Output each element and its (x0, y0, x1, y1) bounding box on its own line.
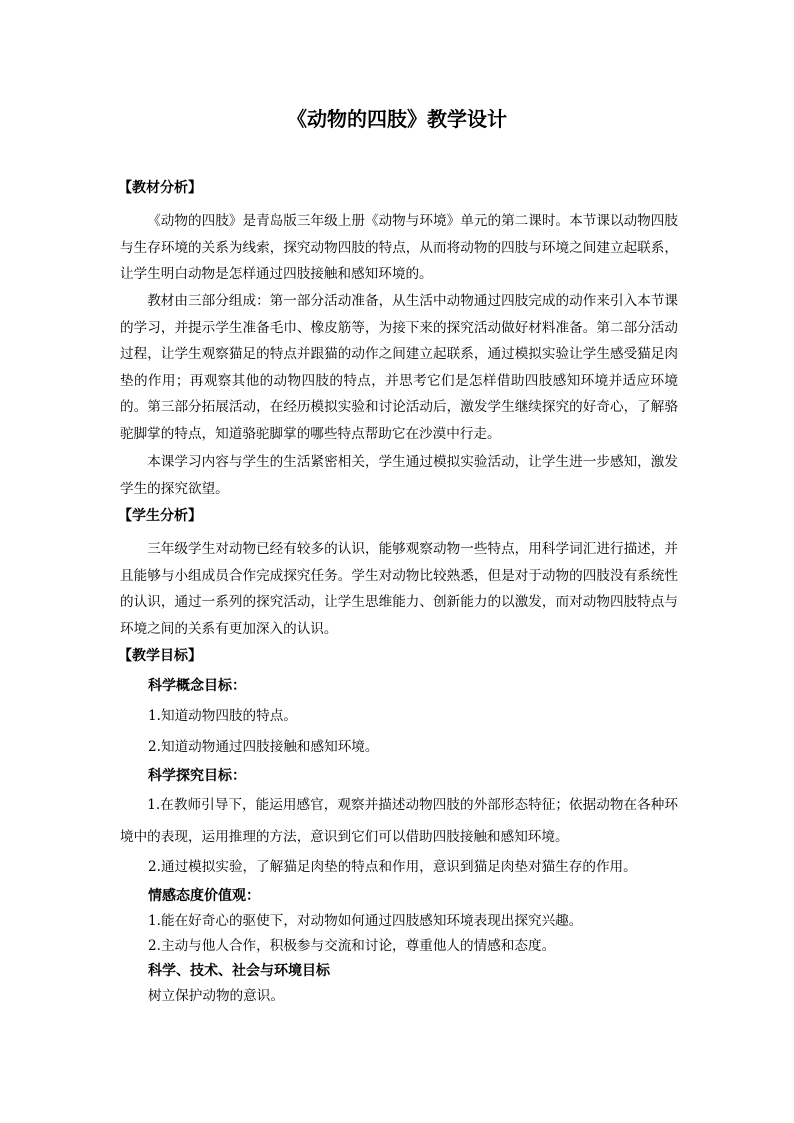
heading-material-analysis: 【教材分析】 (118, 180, 202, 196)
material-paragraph-2: 教材由三部分组成：第一部分活动准备，从生活中动物通过四肢完成的动作来引入本节课的学习，并提示学生准备毛巾、橡皮筋等，为接下来的探究活动做好材料准备。第二部分活动过程，让学生观察猫足的特点并跟猫的动作之间建立起联系，通过模拟实验让学生感受猫足肉垫的作用；再观察其他的动物四肢的特点，并思考它们是怎样借助四肢感知环境并适应环境的。第三部分拓展活动，在经历模拟实验和讨论活动后，激发学生继续探究的好奇心，了解骆驼脚掌的特点，知道骆驼脚掌的哪些特点帮助它在沙漠中行走。 (120, 293, 678, 442)
inquiry-goal-1: 1.在教师引导下，能运用感官，观察并描述动物四肢的外部形态特征；依据动物在各种环境中的表现，运用推理的方法，意识到它们可以借助四肢接触和感知环境。 (120, 797, 678, 845)
material-paragraph-3: 本课学习内容与学生的生活紧密相关，学生通过模拟实验活动，让学生进一步感知，激发学生的探究欲望。 (120, 454, 678, 497)
heading-student-analysis: 【学生分析】 (118, 508, 202, 524)
students-paragraph-1: 三年级学生对动物已经有较多的认识，能够观察动物一些特点，用科学词汇进行描述，并且能够与小组成员合作完成探究任务。学生对动物比较熟悉，但是对于动物的四肢没有系统性的认识，通过一系列的探究活动，让学生思维能力、创新能力的以激发，而对动物四肢特点与环境之间的关系有更加深入的认识。 (120, 541, 678, 637)
attitude-goal-2: 2.主动与他人合作，积极参与交流和讨论，尊重他人的情感和态度。 (148, 938, 556, 954)
sts-goal-1: 树立保护动物的意识。 (148, 988, 284, 1004)
sts-goal-title: 科学、技术、社会与环境目标 (148, 963, 330, 979)
concept-goal-1: 1.知道动物四肢的特点。 (148, 708, 297, 724)
document-title: 《动物的四肢》教学设计 (287, 107, 507, 131)
inquiry-goal-title: 科学探究目标： (148, 768, 246, 784)
concept-goal-2: 2.知道动物通过四肢接触和感知环境。 (148, 739, 379, 755)
heading-teaching-goals: 【教学目标】 (118, 648, 202, 664)
attitude-goal-1: 1.能在好奇心的驱使下，对动物如何通过四肢感知环境表现出探究兴趣。 (148, 913, 583, 929)
concept-goal-title: 科学概念目标： (148, 678, 246, 694)
attitude-goal-title: 情感态度价值观： (148, 888, 260, 904)
material-paragraph-1: 《动物的四肢》是青岛版三年级上册《动物与环境》单元的第二课时。本节课以动物四肢与生存环境的关系为线索，探究动物四肢的特点，从而将动物的四肢与环境之间建立起联系，让学生明白动物是怎样通过四肢接触和感知环境的。 (120, 213, 678, 282)
inquiry-goal-2: 2.通过模拟实验，了解猫足肉垫的特点和作用，意识到猫足肉垫对猫生存的作用。 (148, 859, 637, 875)
